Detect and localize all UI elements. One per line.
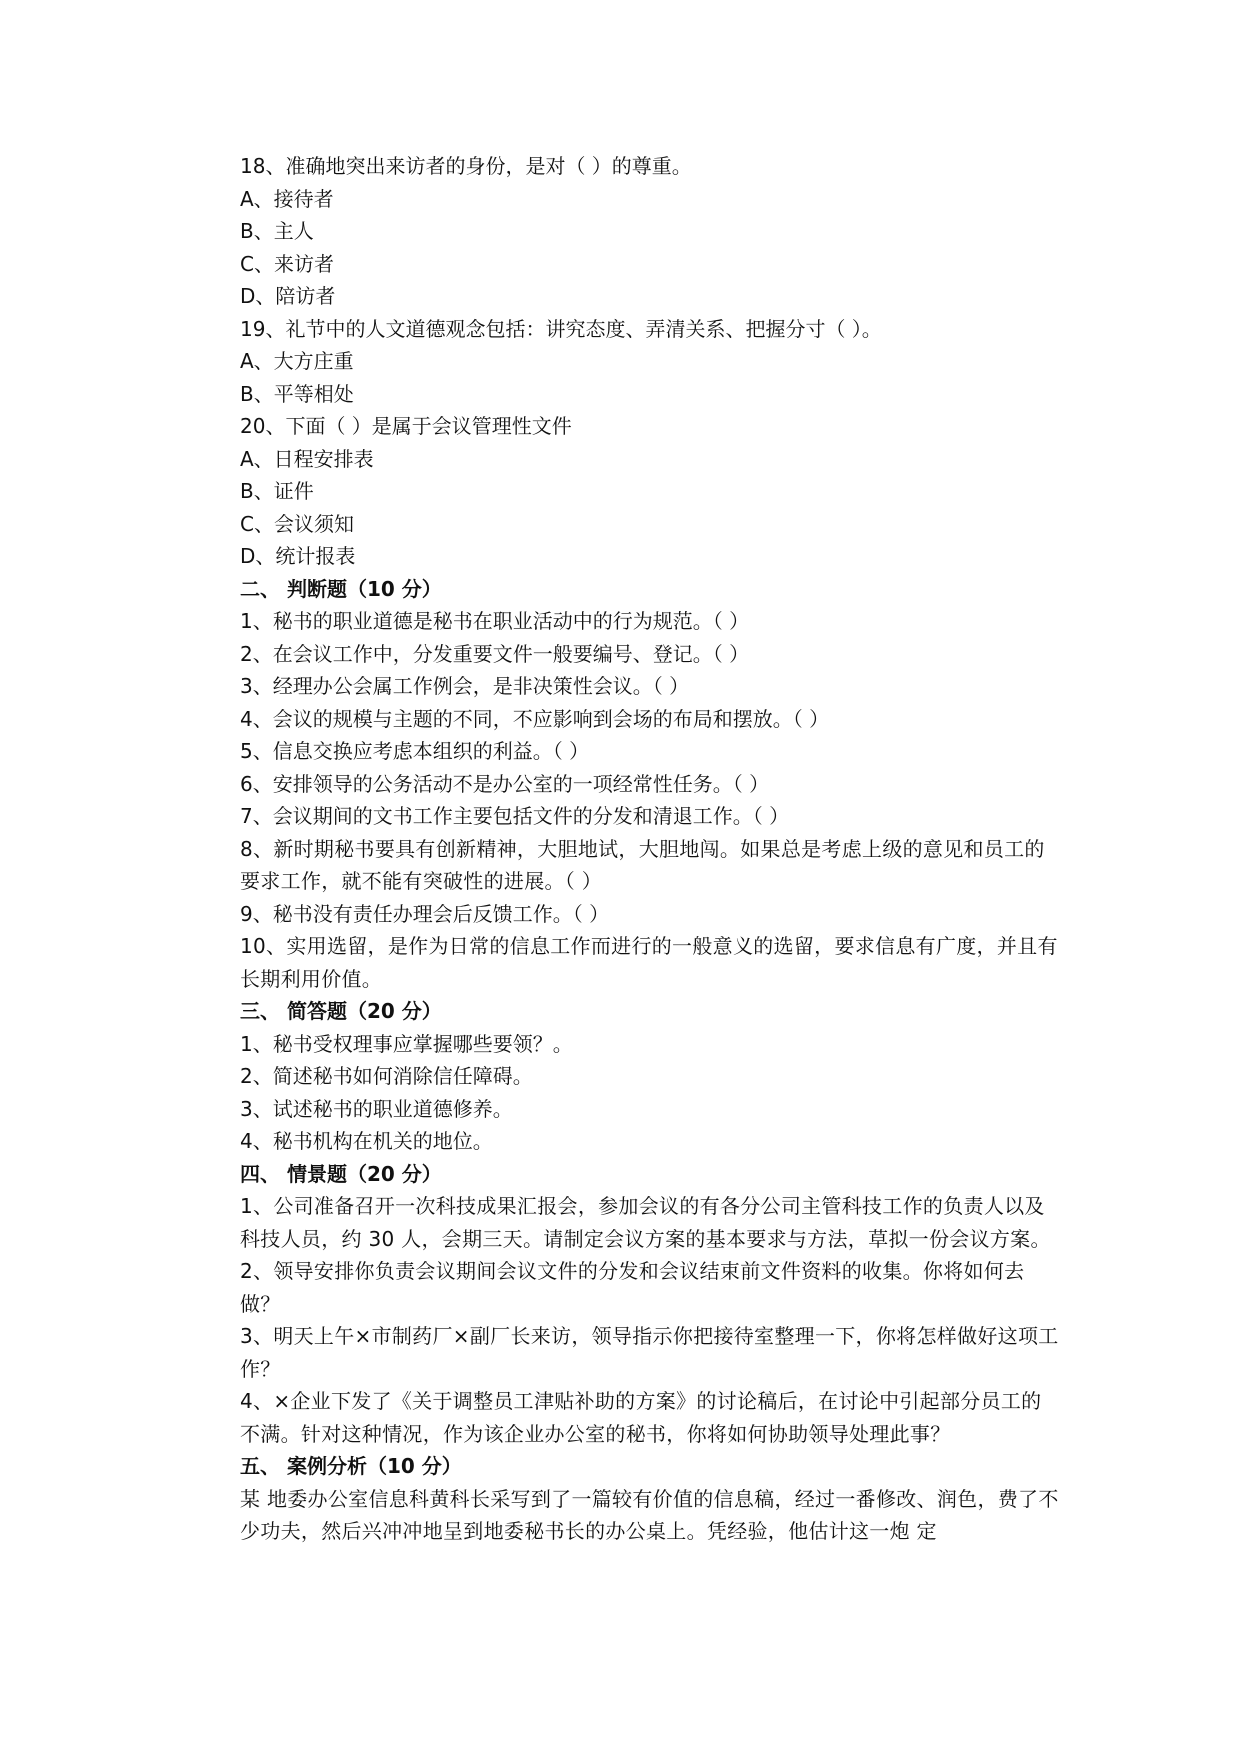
section-heading: 四、 情景题（20 分） (240, 1161, 442, 1186)
short-answer-section (240, 995, 1060, 1158)
short-answer-item: 3、试述秘书的职业道德修养。 (240, 1096, 513, 1121)
option: C、来访者 (240, 251, 334, 276)
scenario-item: 1、公司准备召开一次科技成果汇报会，参加会议的有各分公司主管科技工作的负责人以及科技人员，约 30 人，会期三天。请制定会议方案的基本要求与方法，草拟一份会议方案。 (240, 1194, 1051, 1251)
judgement-item: 5、信息交换应考虑本组织的利益。（ ） (240, 739, 590, 763)
scenario-item: 2、领导安排你负责会议期间会议文件的分发和会议结束前文件资料的收集。你将如何去做？ (240, 1259, 1025, 1316)
section-heading: 五、 案例分析（10 分） (240, 1454, 462, 1478)
judgement-item: 2、在会议工作中，分发重要文件一般要编号、登记。（ ） (240, 641, 750, 666)
judgement-section (240, 573, 1060, 996)
short-answer-item: 2、简述秘书如何消除信任障碍。 (240, 1064, 533, 1088)
question-text: 20、下面（ ）是属于会议管理性文件 (240, 414, 572, 438)
judgement-item: 3、经理办公会属工作例会，是非决策性会议。（ ） (240, 674, 690, 698)
case-analysis-section (240, 1450, 1060, 1548)
judgement-item: 6、安排领导的公务活动不是办公室的一项经常性任务。（ ） (240, 771, 770, 796)
option: B、平等相处 (240, 381, 354, 406)
option: D、统计报表 (240, 544, 356, 568)
option: D、陪访者 (240, 284, 336, 308)
question-20 (240, 410, 1060, 573)
exam-page (240, 150, 1060, 1548)
option: A、接待者 (240, 186, 334, 211)
short-answer-item: 1、秘书受权理事应掌握哪些要领？。 (240, 1031, 573, 1056)
short-answer-item: 4、秘书机构在机关的地位。 (240, 1129, 493, 1153)
case-text: 某 地委办公室信息科黄科长采写到了一篇较有价值的信息稿，经过一番修改、润色，费了不少功夫，然后兴冲冲地呈到地委秘书长的办公桌上。凭经验，他估计这一炮 定 (240, 1486, 1059, 1543)
scenario-item: 3、明天上午×市制药厂×副厂长来访，领导指示你把接待室整理一下，你将怎样做好这项工作？ (240, 1324, 1059, 1381)
option: B、主人 (240, 219, 314, 243)
question-text: 19、礼节中的人文道德观念包括：讲究态度、弄清关系、把握分寸（ ）。 (240, 316, 882, 341)
judgement-item: 1、秘书的职业道德是秘书在职业活动中的行为规范。（ ） (240, 609, 750, 633)
question-18 (240, 150, 1060, 313)
option: B、证件 (240, 479, 314, 503)
judgement-item: 9、秘书没有责任办理会后反馈工作。（ ） (240, 901, 610, 926)
judgement-item: 8、新时期秘书要具有创新精神，大胆地试，大胆地闯。如果总是考虑上级的意见和员工的要求工作，就不能有突破性的进展。（ ） (240, 836, 1045, 893)
question-19 (240, 313, 1060, 411)
scenario-item: 4、×企业下发了《关于调整员工津贴补助的方案》的讨论稿后，在讨论中引起部分员工的不满。针对这种情况，作为该企业办公室的秘书，你将如何协助领导处理此事？ (240, 1389, 1042, 1446)
question-text: 18、准确地突出来访者的身份，是对（ ）的尊重。 (240, 154, 692, 178)
judgement-item: 10、实用选留，是作为日常的信息工作而进行的一般意义的选留，要求信息有广度，并且有长期利用价值。 (240, 934, 1058, 991)
multiple-choice-section (240, 150, 1060, 573)
option: C、会议须知 (240, 511, 354, 536)
judgement-item: 7、会议期间的文书工作主要包括文件的分发和清退工作。（ ） (240, 804, 790, 828)
scenario-section (240, 1158, 1060, 1451)
option: A、日程安排表 (240, 446, 374, 471)
option: A、大方庄重 (240, 349, 354, 373)
judgement-item: 4、会议的规模与主题的不同，不应影响到会场的布局和摆放。（ ） (240, 706, 830, 731)
section-heading: 三、 简答题（20 分） (240, 999, 442, 1023)
section-heading: 二、 判断题（10 分） (240, 576, 442, 601)
